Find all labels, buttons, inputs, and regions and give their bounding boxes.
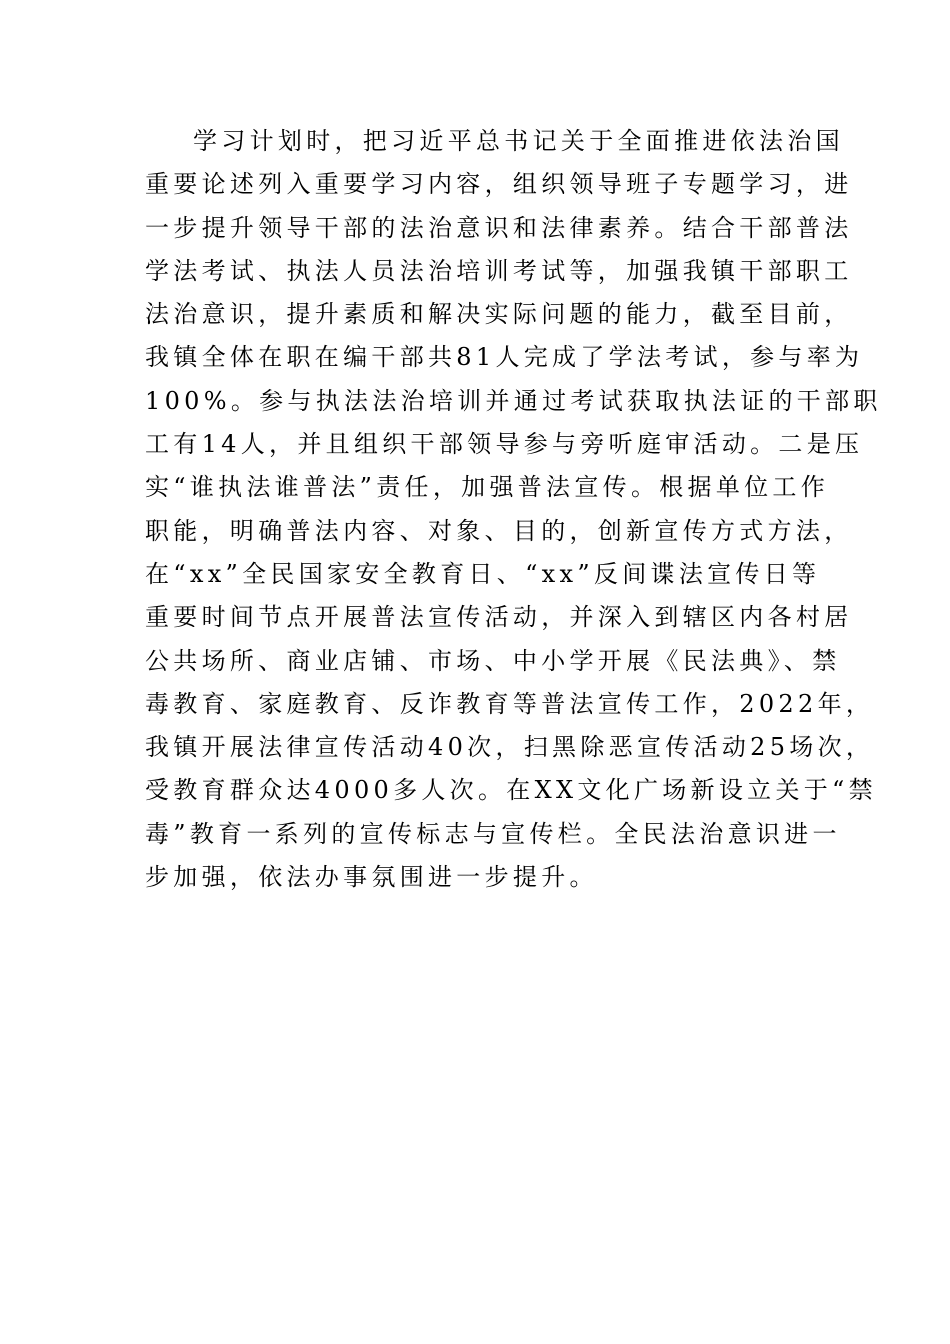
text-line: 学法考试、执法人员法治培训考试等，加强我镇干部职工 [145, 256, 853, 285]
text-line: 工有14人，并且组织干部领导参与旁听庭审活动。二是压 [145, 430, 864, 459]
text-line: 重要论述列入重要学习内容，组织领导班子专题学习，进 [145, 170, 853, 199]
text-line: 职能，明确普法内容、对象、目的，创新宣传方式方法， [145, 516, 853, 545]
body-paragraph [145, 120, 882, 899]
text-line: 公共场所、商业店铺、市场、中小学开展《民法典》、禁 [145, 646, 841, 675]
text-line: 在“xx”全民国家安全教育日、“xx”反间谍法宣传日等 [145, 559, 821, 588]
text-line: 学习计划时，把习近平总书记关于全面推进依法治国 [193, 127, 844, 155]
text-line: 毒”教育一系列的宣传标志与宣传栏。全民法治意识进一 [145, 819, 841, 848]
text-line: 一步提升领导干部的法治意识和法律素养。结合干部普法 [145, 213, 853, 242]
text-line: 步加强，依法办事氛围进一步提升。 [145, 863, 598, 892]
text-line: 毒教育、家庭教育、反诈教育等普法宣传工作，2022年， [145, 689, 875, 718]
text-line: 我镇全体在职在编干部共81人完成了学法考试，参与率为 [145, 343, 864, 372]
text-line: 实“谁执法谁普法”责任，加强普法宣传。根据单位工作 [145, 473, 830, 502]
text-line: 100%。参与执法法治培训并通过考试获取执法证的干部职 [145, 386, 882, 415]
text-line: 重要时间节点开展普法宣传活动，并深入到辖区内各村居 [145, 603, 853, 632]
text-line: 法治意识，提升素质和解决实际问题的能力，截至目前， [145, 300, 853, 329]
text-line: 我镇开展法律宣传活动40次，扫黑除恶宣传活动25场次， [145, 733, 875, 762]
text-line: 受教育群众达4000多人次。在XX文化广场新设立关于“禁 [145, 776, 877, 805]
